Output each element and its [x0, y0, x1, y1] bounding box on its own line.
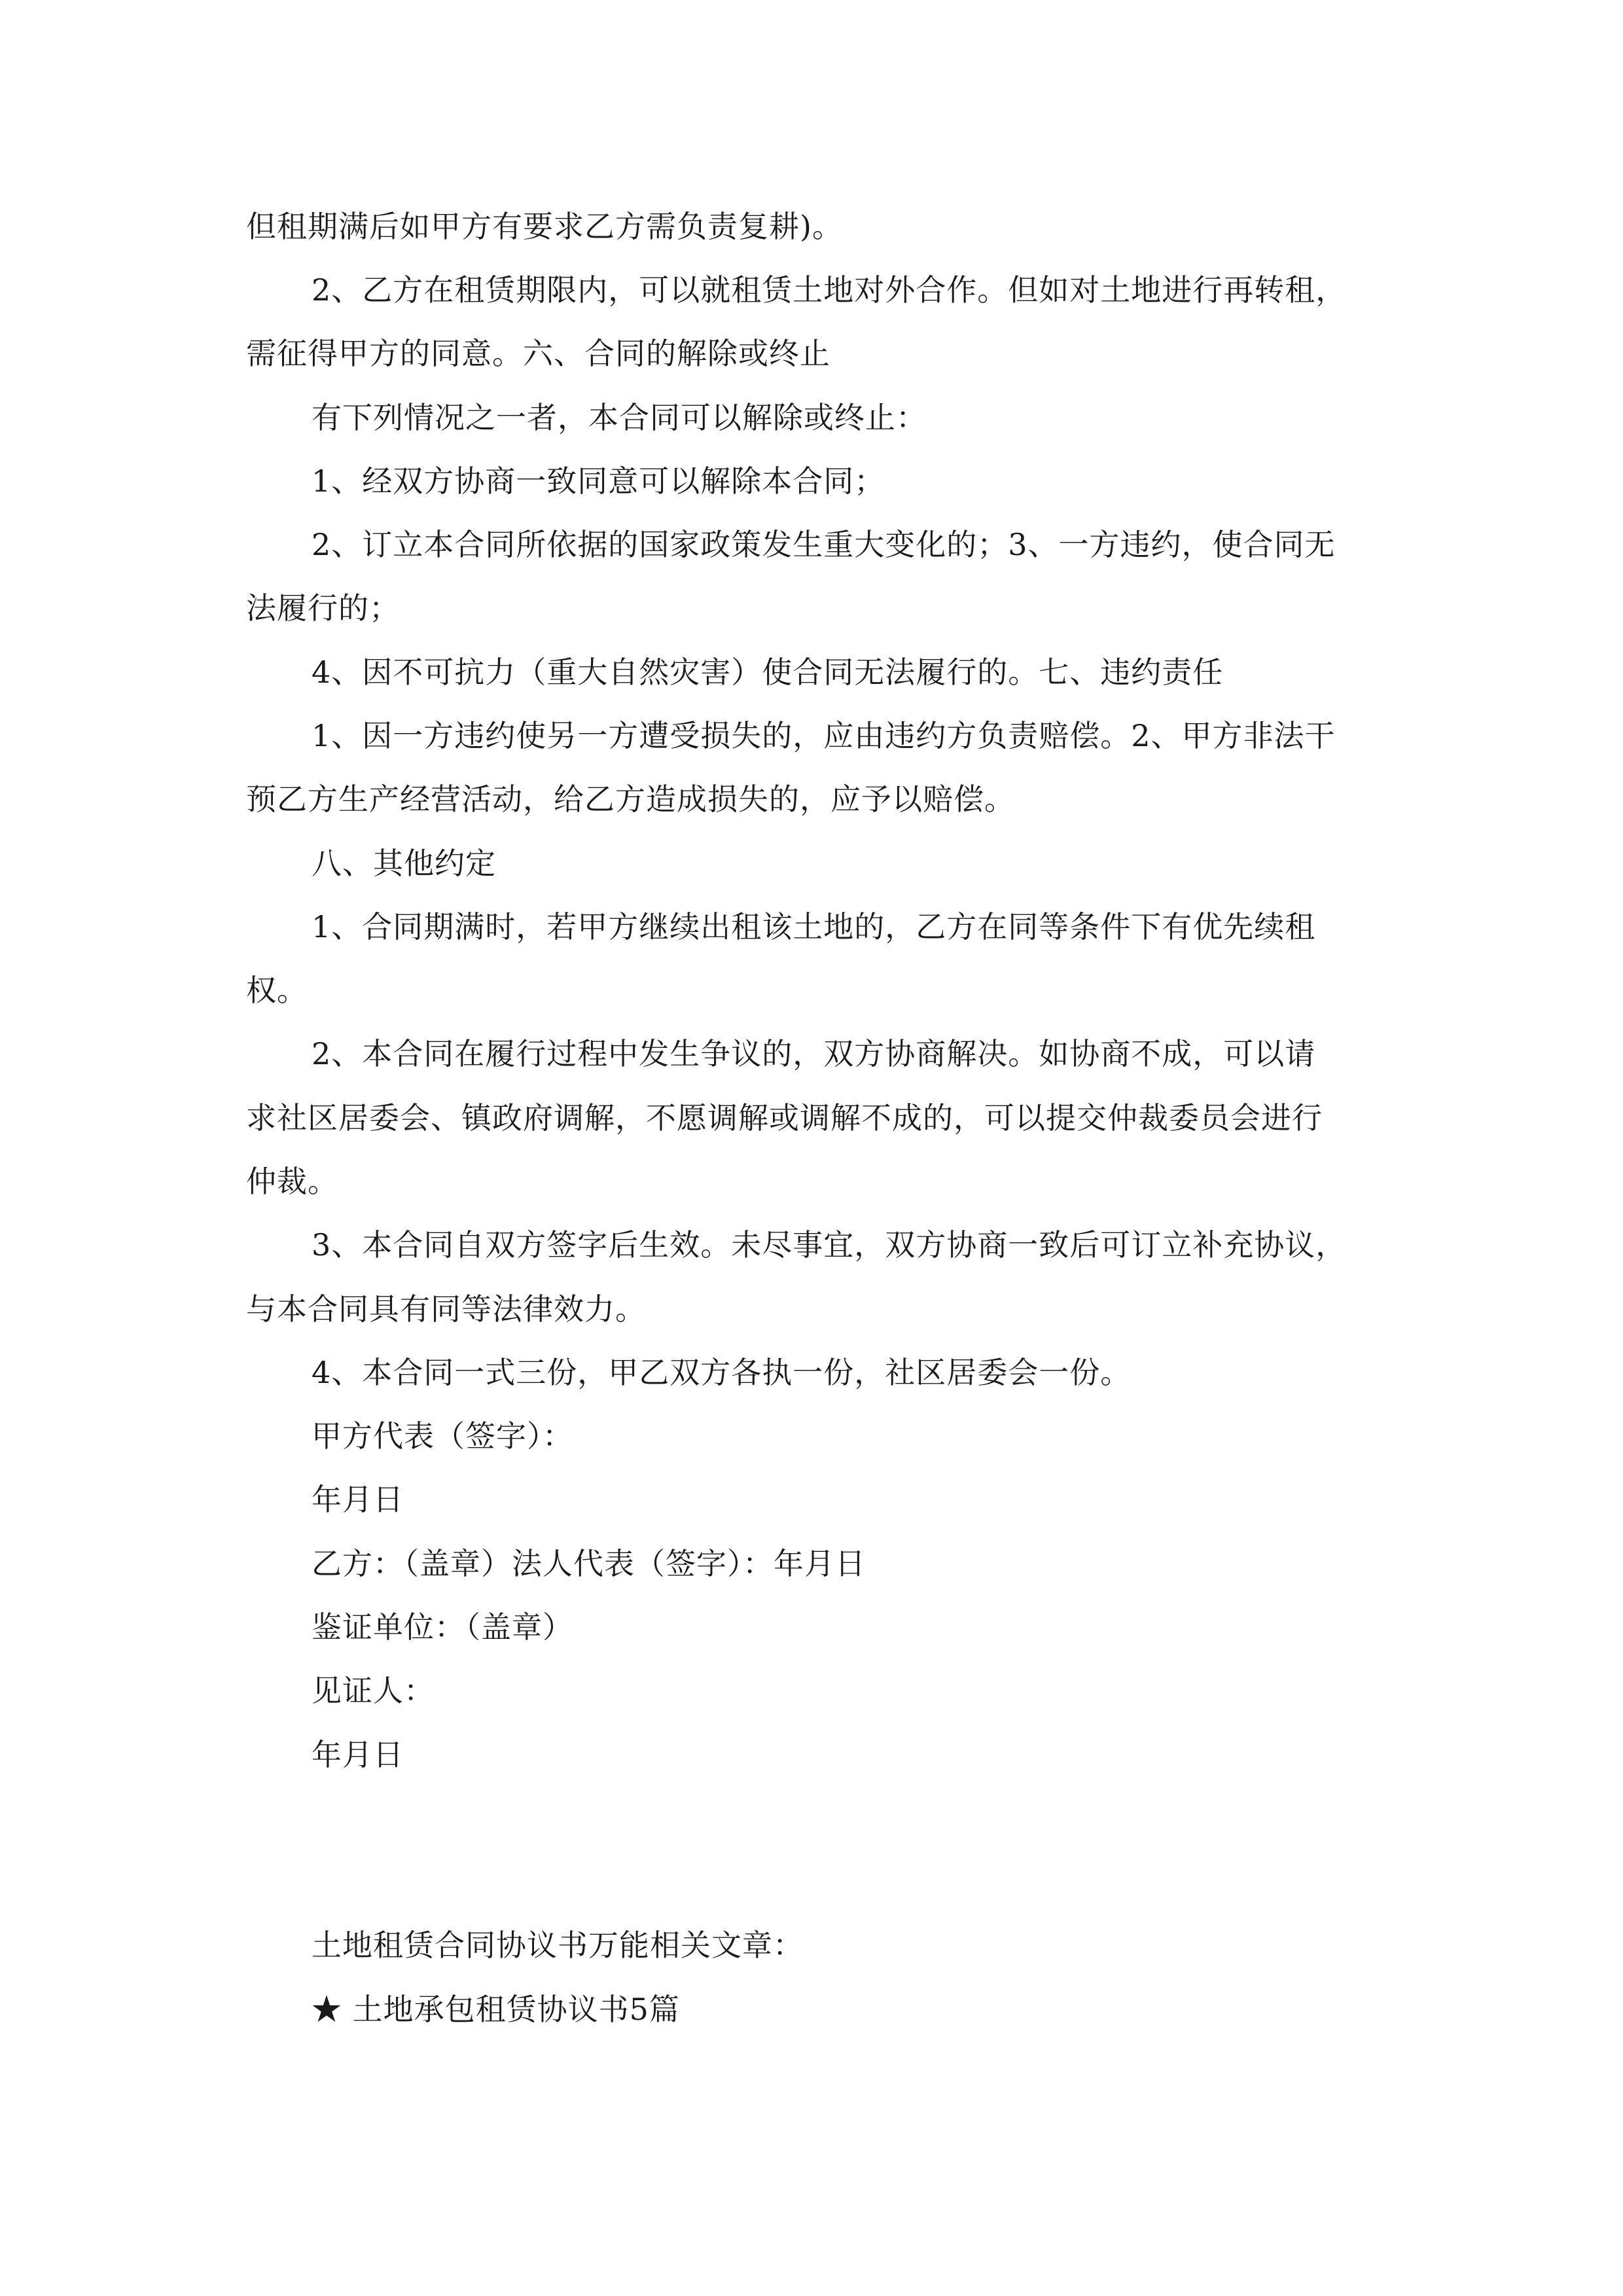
- body-line-12: 1、合同期满时，若甲方继续出租该土地的，乙方在同等条件下有优先续租: [312, 909, 1316, 944]
- body-line-6: 2、订立本合同所依据的国家政策发生重大变化的；3、一方违约，使合同无: [312, 527, 1336, 562]
- body-line-9: 1、因一方违约使另一方遭受损失的，应由违约方负责赔偿。2、甲方非法干: [312, 718, 1336, 753]
- body-line-17: 3、本合同自双方签字后生效。未尽事宜，双方协商一致后可订立补充协议，: [312, 1227, 1347, 1263]
- body-line-5: 1、经双方协商一致同意可以解除本合同；: [312, 463, 885, 499]
- related-articles-heading: 土地租赁合同协议书万能相关文章：: [312, 1928, 804, 1963]
- document-page: [246, 0, 1398, 2296]
- body-line-14: 2、本合同在履行过程中发生争议的，双方协商解决。如协商不成，可以请: [312, 1036, 1316, 1071]
- body-line-19: 4、本合同一式三份，甲乙双方各执一份，社区居委会一份。: [312, 1355, 1132, 1390]
- body-line-18: 与本合同具有同等法律效力。: [246, 1291, 646, 1327]
- body-line-2: 2、乙方在租赁期限内，可以就租赁土地对外合作。但如对土地进行再转租，: [312, 272, 1347, 308]
- related-article-link[interactable]: ★ 土地承包租赁协议书5篇: [312, 1992, 680, 2027]
- signature-certifier: 鉴证单位：（盖章）: [312, 1609, 573, 1645]
- body-line-10: 预乙方生产经营活动，给乙方造成损失的，应予以赔偿。: [246, 781, 1015, 817]
- body-line-8: 4、因不可抗力（重大自然灾害）使合同无法履行的。七、违约责任: [312, 655, 1224, 690]
- body-line-1: 但租期满后如甲方有要求乙方需负责复耕)。: [246, 209, 843, 244]
- signature-party-b: 乙方：（盖章）法人代表（签字）：年月日: [312, 1546, 866, 1581]
- signature-date-a: 年月日: [312, 1482, 404, 1517]
- body-line-7: 法履行的；: [246, 590, 400, 626]
- body-line-3: 需征得甲方的同意。六、合同的解除或终止: [246, 336, 830, 371]
- body-line-16: 仲裁。: [246, 1164, 338, 1199]
- section-heading-other: 八、其他约定: [312, 846, 496, 881]
- signature-date-witness: 年月日: [312, 1737, 404, 1772]
- signature-witness: 见证人：: [312, 1673, 435, 1708]
- body-line-13: 权。: [246, 973, 308, 1008]
- signature-party-a: 甲方代表（签字）：: [312, 1418, 573, 1454]
- body-line-15: 求社区居委会、镇政府调解，不愿调解或调解不成的，可以提交仲裁委员会进行: [246, 1100, 1323, 1136]
- body-line-4: 有下列情况之一者，本合同可以解除或终止：: [312, 400, 927, 435]
